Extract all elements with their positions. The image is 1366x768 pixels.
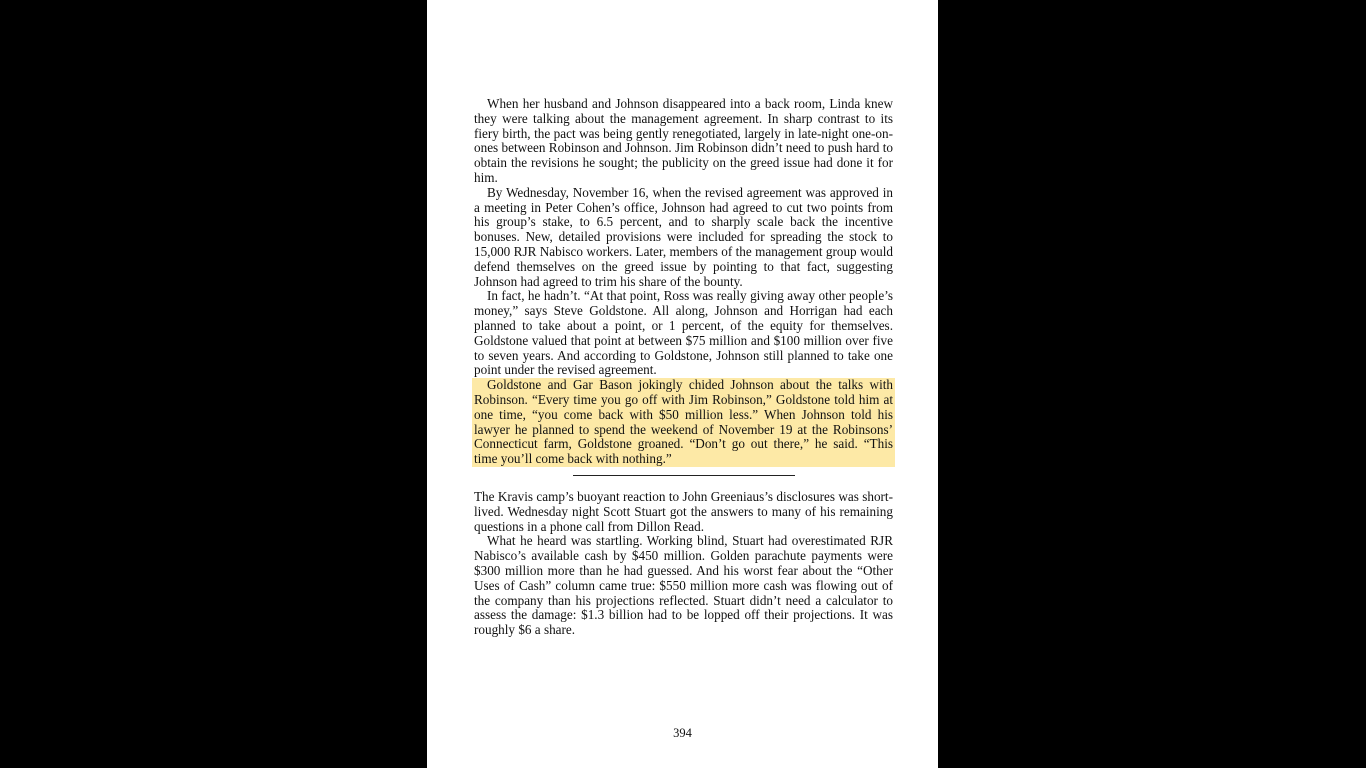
page-text [474,97,893,638]
paragraph-revised-agreement: By Wednesday, November 16, when the revised agreement was approved in a meeting in Peter Cohen’s office, Johnson had agreed to cut two points from his group’s stake, to 6.5 percent, and to sharply scale back the incentive bonuses. New, detailed provisions were included for spreading the stock to 15,000 RJR Nabisco workers. Later, members of the management group would defend themselves on the greed issue by pointing to that fact, suggesting Johnson had agreed to trim his share of the bounty. [474,184,893,289]
section-divider [573,475,795,476]
paragraph-stuart-findings: What he heard was startling. Working blind, Stuart had overestimated RJR Nabisco’s available cash by $450 million. Golden parachute payments were $300 million more than he had guessed. And his worst fear about the “Other Uses of Cash” column came true: $550 million more cash was flowing out of the company than his projections reflected. Stuart didn’t need a calculator to assess the damage: $1.3 billion had to be lopped off their projections. It was roughly $6 a share. [474,533,893,638]
highlighted-paragraph[interactable]: Goldstone and Gar Bason jokingly chided Johnson about the talks with Robinson. “Every time you go off with Jim Robinson,” Goldstone told him at one time, “you come back with $50 million less.” When Johnson told his lawyer he planned to spend the weekend of November 19 at the Robinsons’ Connecticut farm, Goldstone groaned. “Don’t go out there,” he said. “This time you’ll come back with nothing.” [474,377,893,467]
paragraph-goldstone-quote: In fact, he hadn’t. “At that point, Ross was really giving away other people’s money,” says Steve Goldstone. All along, Johnson and Horrigan had each planned to take about a point, or 1 percent, of the equity for themselves. Goldstone valued that point at between $75 million and $100 million over five to seven years. And according to Goldstone, Johnson still planned to take one point under the revised agreement. [474,288,893,378]
page-number: 394 [673,726,692,740]
paragraph-management-agreement: When her husband and Johnson disappeared into a back room, Linda knew they were talking about the management agreement. In sharp contrast to its fiery birth, the pact was being gently renegotiated, largely in late-night one-on-ones between Robinson and Johnson. Jim Robinson didn’t need to push hard to obtain the revisions he sought; the publicity on the greed issue had done it for him. [474,96,893,185]
book-page [427,0,938,768]
paragraph-kravis-camp: The Kravis camp’s buoyant reaction to John Greeniaus’s disclosures was short-lived. Wednesday night Scott Stuart got the answers to many of his remaining questions in a phone call from Dillon Read. [474,488,893,534]
